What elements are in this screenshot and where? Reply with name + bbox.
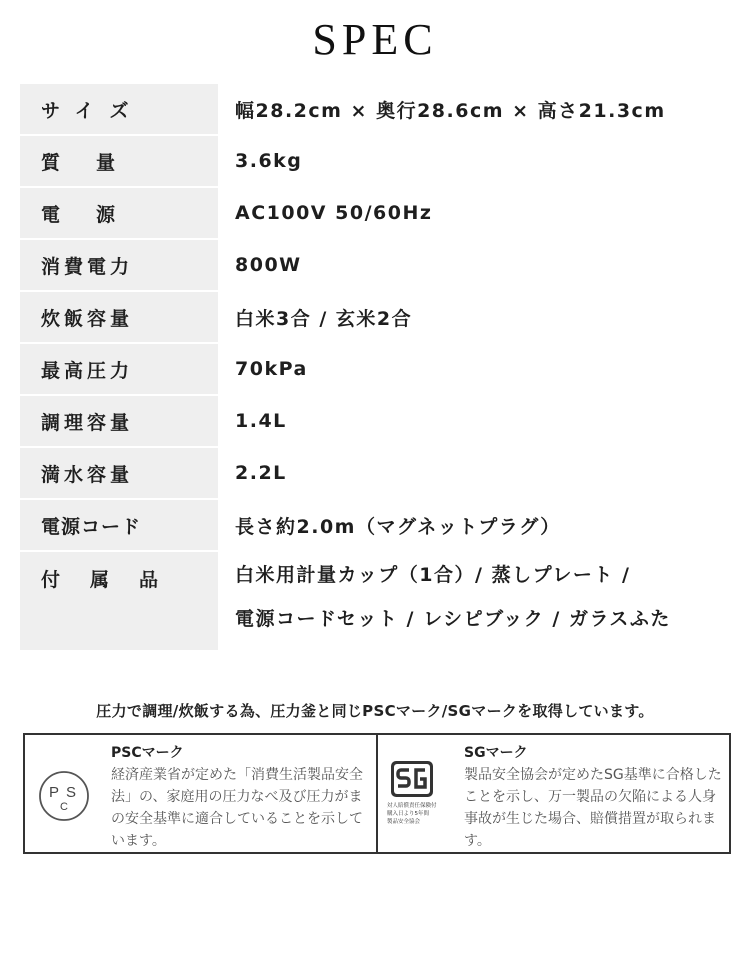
spec-label: 炊飯容量 [20,292,218,342]
sg-logo-caption: 製品安全協会 [387,819,421,825]
sg-mark-description: 製品安全協会が定めたSG基準に合格したことを示し、万一製品の欠陥による人身事故が生じた場合、賠償措置が取られます。 [464,767,722,849]
sg-logo-caption: 購入日より5年間 [387,811,429,817]
spec-value: 白米3合 / 玄米2合 [235,307,413,330]
spec-row-water-capacity [20,448,732,498]
spec-table [20,84,732,652]
certification-note: 圧力で調理/炊飯する為、圧力釜と同じPSCマーク/SGマークを取得しています。 [96,702,654,720]
spec-row-weight [20,136,732,186]
page-title: SPEC [312,15,438,64]
spec-label: 質量 [20,136,218,186]
spec-label: サイズ [20,84,218,134]
spec-row-power-consumption [20,240,732,290]
spec-label: 電源 [20,188,218,238]
spec-label: 付属品 [20,552,218,650]
certification-marks-box [23,733,731,854]
spec-label: 消費電力 [20,240,218,290]
spec-value [218,552,732,650]
spec-label: 最高圧力 [20,344,218,394]
psc-mark-panel [25,735,378,852]
spec-row-accessories [20,552,732,650]
spec-value: 1.4L [235,410,287,432]
accessories-line-2: 電源コードセット / レシピブック / ガラスふた [235,607,671,630]
accessories-line-1: 白米用計量カップ（1合）/ 蒸しプレート / [235,564,631,586]
sg-mark-title: SGマーク [464,745,528,761]
sg-logo-caption: 対人賠償責任保険付 [387,803,437,809]
spec-row-rice-capacity [20,292,732,342]
spec-value: 長さ約2.0m（マグネットプラグ） [235,515,561,538]
sg-logo-icon [383,759,459,829]
spec-value: 800W [235,254,302,276]
spec-label: 調理容量 [20,396,218,446]
psc-mark-title: PSCマーク [111,745,184,761]
spec-value: 幅28.2cm × 奥行28.6cm × 高さ21.3cm [235,99,666,122]
spec-value: 3.6kg [235,150,303,172]
psc-logo-letter: C [60,801,68,813]
psc-logo-letter: S [66,784,77,801]
spec-row-cooking-capacity [20,396,732,446]
spec-row-power-source [20,188,732,238]
psc-logo-letter: P [49,784,60,801]
spec-label: 電源コード [20,500,218,550]
spec-value: 70kPa [235,358,308,380]
psc-logo-icon [34,766,94,826]
psc-mark-description: 経済産業省が定めた「消費生活製品安全法」の、家庭用の圧力なべ及び圧力がまの安全基準に適合していることを示しています。 [111,767,363,849]
sg-mark-panel [378,735,729,852]
spec-row-size [20,84,732,134]
spec-value: 2.2L [235,462,287,484]
spec-row-max-pressure [20,344,732,394]
spec-label: 満水容量 [20,448,218,498]
spec-value: AC100V 50/60Hz [235,202,433,224]
spec-row-power-cord [20,500,732,550]
